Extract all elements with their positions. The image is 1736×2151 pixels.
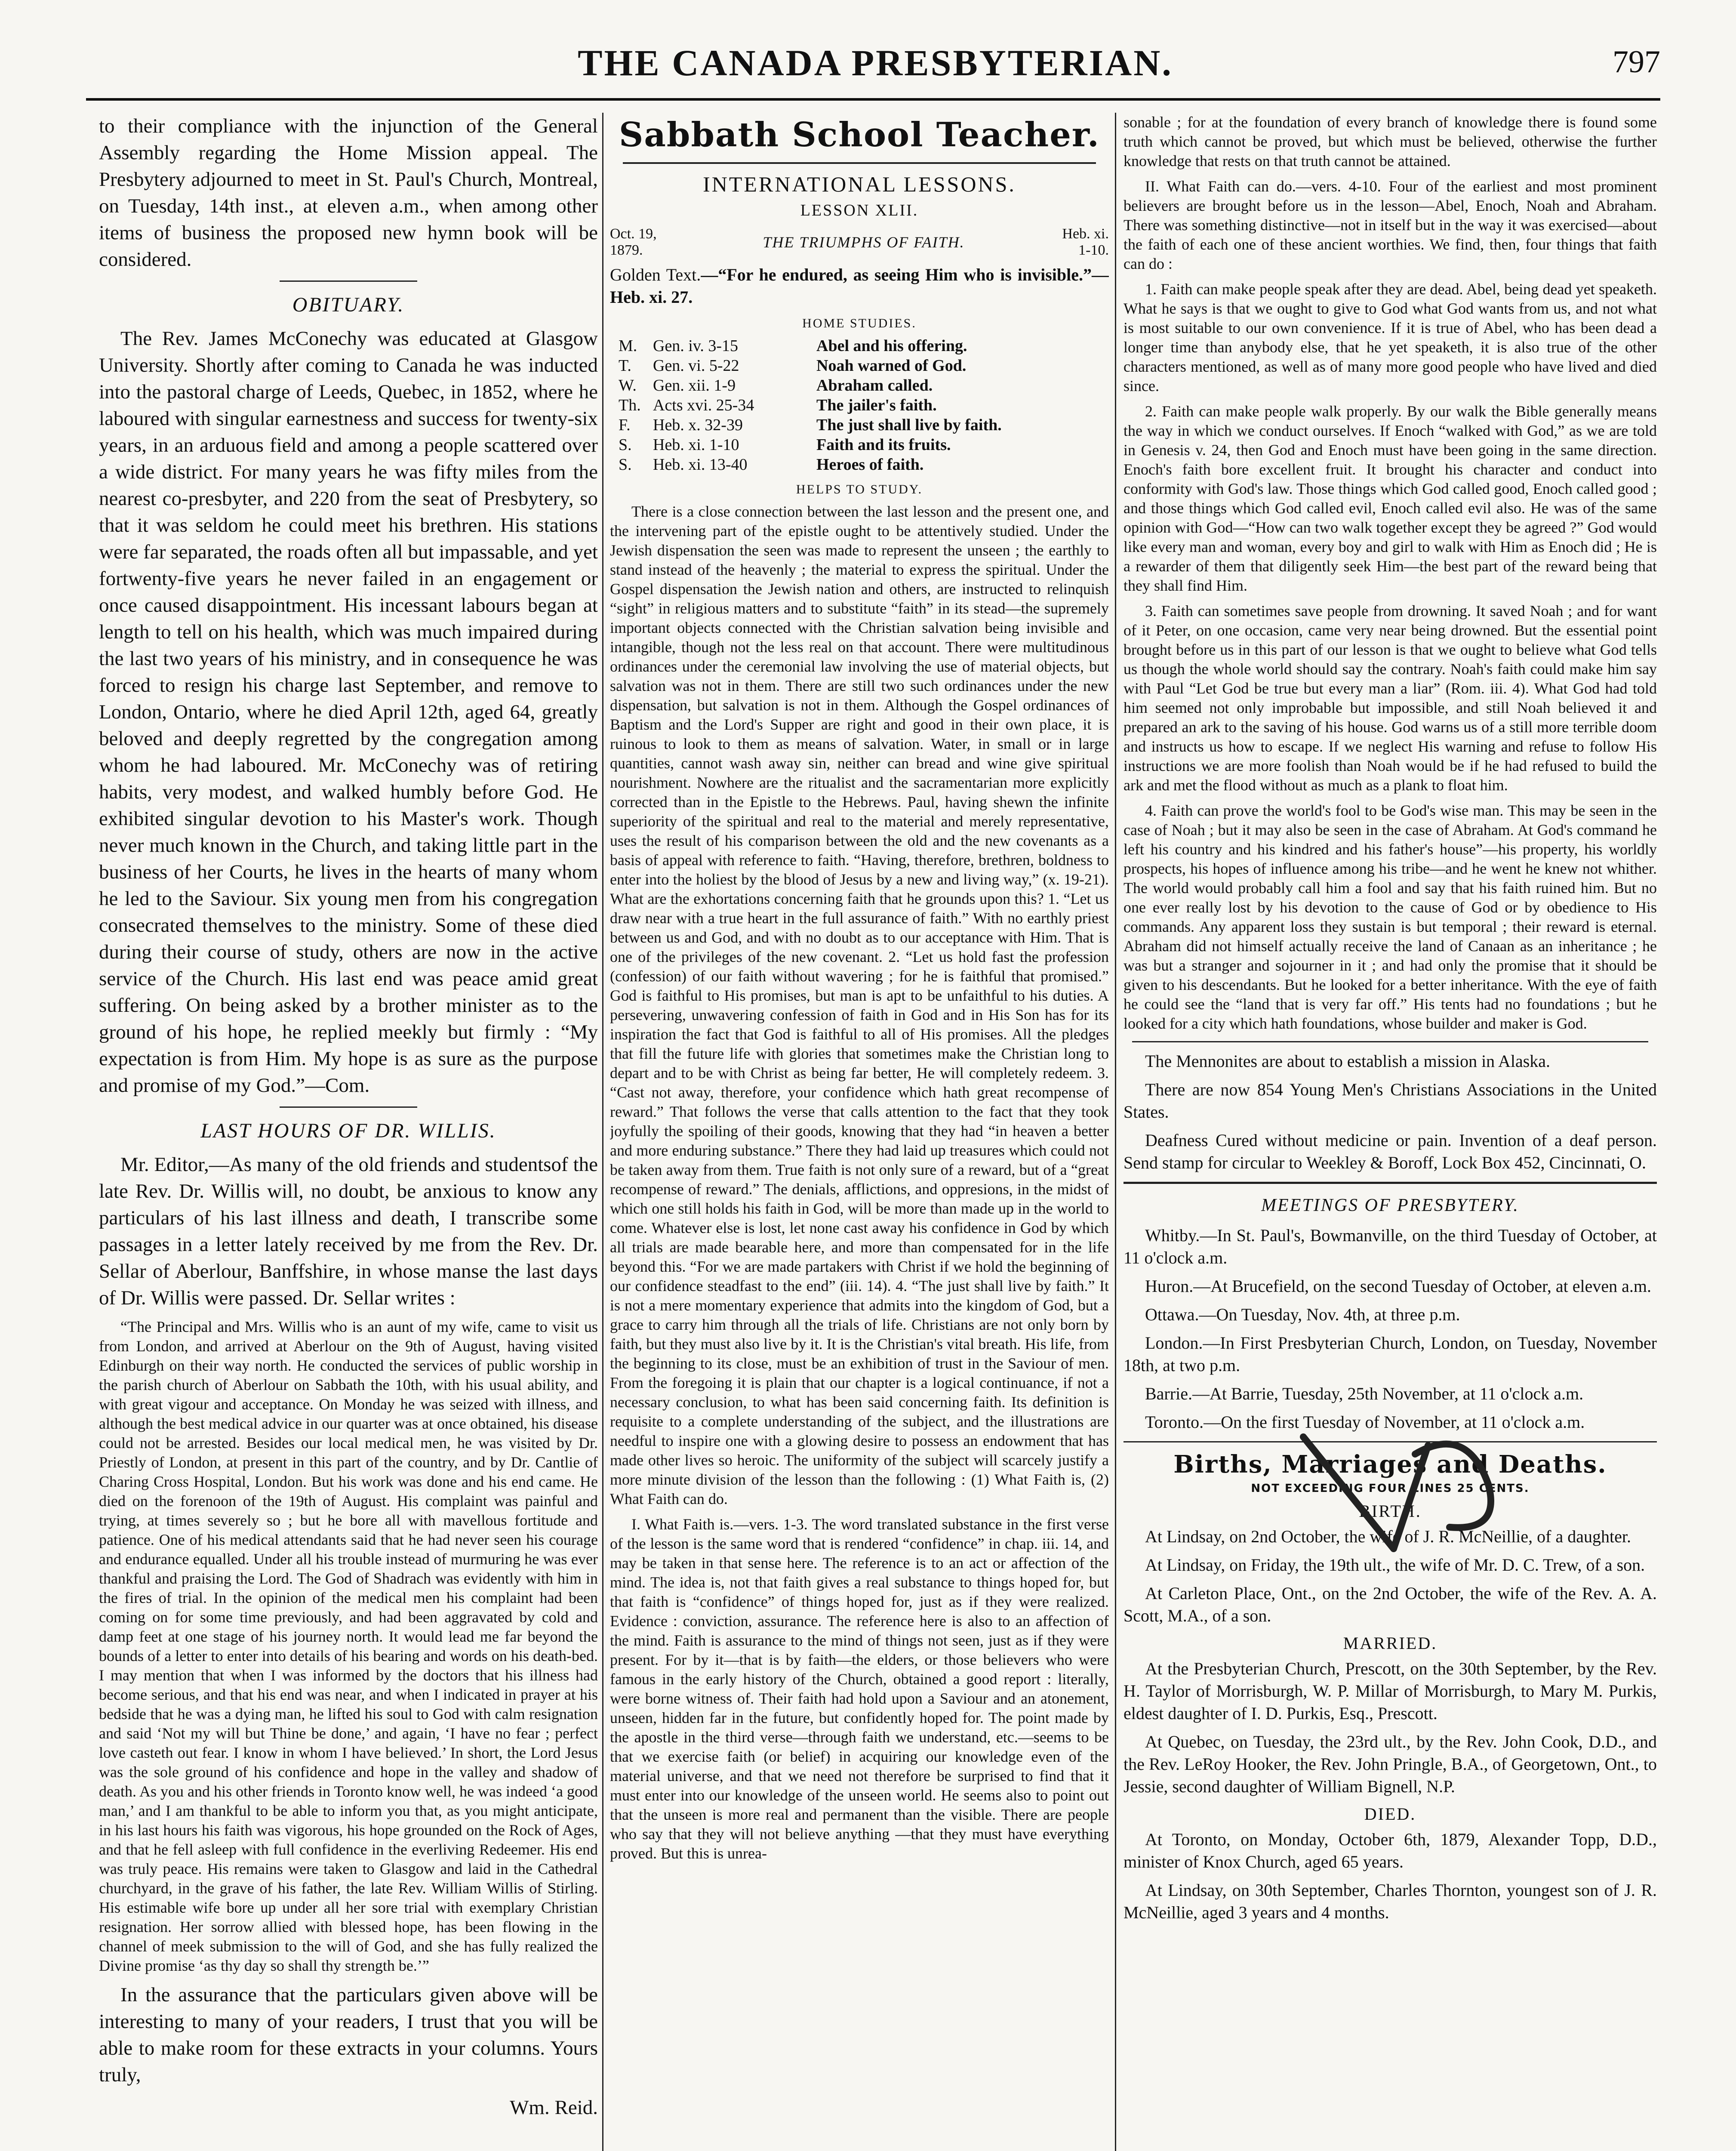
- list-item: Barrie.—At Barrie, Tuesday, 25th November, at 11 o'clock a.m.: [1145, 1384, 1584, 1403]
- list-item: At the Presbyterian Church, Prescott, on the 30th September, by the Rev. H. Taylor of Morrisburgh, W. P. Millar of Morrisburgh, to Mary M. Purkis, eldest daughter of I. D. Purkis, Esq., Prescott.: [1123, 1659, 1657, 1723]
- list-item: At Lindsay, on 2nd October, the wife of J. R. McNeillie, of a daughter.: [1145, 1527, 1631, 1546]
- willis-letter: “The Principal and Mrs. Willis who is an aunt of my wife, came to visit us from London, and arrived at Aberlour on the 9th of August, having visited Edinburgh on their way north. He conducted the services of public worship in the parish church of Aberlour on Sabbath the 10th, with his usual ability, and with great vigour and acceptance. On Monday he was seized with illness, and although the best medical advice in our quarter was at once obtained, his disease could not be arrested. Besides our local medical men, he was visited by Dr. Priestly of London, at present in this part of the country, and by Dr. Cantlie of Charing Cross Hospital, London. But his work was done and his end came. He died on the forenoon of the 19th of August. His complaint was painful and trying, at times severely so ; but he bore all with mavellous fortitude and patience. One of his medical attendants said that he had never seen his courage and endurance equalled. Under all his trouble instead of murmuring he was ever thankful and praising the Lord. The God of Shadrach was evidently with him in the fires of trial. In the opinion of the medical men his complaint had been coming on for some time previously, and had been aggravated by cold and damp feet at one stage of his journey north. It would lead me far beyond the bounds of a letter to enter into details of his bearing and words on his death-bed. I may mention that when I was informed by the doctors that his illness had become serious, and that his end was near, and when I indicated in prayer at his bedside that he was a dying man, he lifted his soul to God with calm resignation and said ‘Not my will but Thine be done,’ and again, ‘I have no fear ; perfect love casteth out fear. I know in whom I have believed.’ In short, the Lord Jesus was the sole ground of his confidence and hope in the valley and shadow of death. As you and his other friends in Toronto know well, he was indeed ‘a good man,’ and I am thankful to be able to inform you that, as you might anticipate, in his last hours his faith was vigorous, his hope grounded on the Rock of Ages, and that he fell asleep with full confidence in the everliving Redeemer. His end was truly peace. His remains were taken to Glasgow and laid in the Cathedral churchyard, in the grave of his father, the late Rev. William Willis of Stirling. His estimable wife bore up under all her sore trial with exemplary Christian resignation. Her sorrow allied with blessed hope, has been flowing in the channel of meek submission to the will of God, and she has fully realized the Divine promise ‘as thy day so shall thy strength be.’”: [99, 1318, 598, 1974]
- what-faith-is: I. What Faith is.—vers. 1-3. The word translated substance in the first verse of the lesson is the same word that is rendered “confidence” in chap. iii. 14, and may be taken in that sense here. The reference is to an act or affection of the mind. The idea is, not that faith gives a real substance to things hoped for, but that faith is “confidence” of things hoped for, just as if they were realized. Evidence : conviction, assurance. The reference here is also to an affection of the mind. Faith is assurance to the mind of things not seen, just as if they were present. For by it—that is by faith—the elders, or those believers who were famous in the early history of the Church, obtained a good report : literally, were borne witness of. Their faith had hold upon a Saviour and an atonement, unseen, hidden far in the future, but confidently hoped for. The point made by the apostle in the third verse—through faith we understand, etc.—seems to be that we exercise faith (or belief) in acquiring our knowledge even of the material universe, and that we need not therefore be surprised to find that it must enter into our knowledge of the unseen world. He seems also to point out that the unseen is more real and permanent than the visible. There are people who say that they will not believe anything —that they must have everything proved. But this is unrea-: [610, 1516, 1109, 1862]
- advertisement: Deafness Cured without medicine or pain. Invention of a deaf person. Send stamp for circular to Weekley & Boroff, Lock Box 452, Cincinnati, O.: [1123, 1131, 1657, 1172]
- willis-heading: LAST HOURS OF DR. WILLIS.: [200, 1119, 496, 1142]
- list-item: T. Gen. vi. 5-22 Noah warned of God.: [619, 357, 966, 375]
- section-rule: [1123, 1182, 1657, 1184]
- lesson-line: [610, 226, 1109, 259]
- point-4: 4. Faith can prove the world's fool to be God's wise man. This may be seen in the case of Noah ; but it may also be seen in the case of Abraham. At God's command he left his country and his kindred and his father's house”—his property, his worldly prospects, his hopes of influence among his tribe—and he went he knew not whither. The world would probably call him a fool and say that his faith ruined him. But no one ever really lost by his devotion to the cause of God or by obedience to His commands. Any apparent loss they sustain is but temporal ; their reward is eternal. Abraham did not himself actually receive the land of Canaan as an inheritance ; he was but a stranger and sojourner in it ; and had only the promise that it should be given to his descendants. But he looked for a better inheritance. With the eye of faith he could see the “land that is very far off.” His tents had no foundations ; but he looked for a city which hath foundations, whose builder and maker is God.: [1123, 802, 1657, 1032]
- list-item: Ottawa.—On Tuesday, Nov. 4th, at three p.m.: [1145, 1305, 1460, 1324]
- signature: Wm. Reid.: [510, 2096, 598, 2119]
- header-rule: [86, 98, 1660, 101]
- lesson-continuation: sonable ; for at the foundation of every branch of knowledge there is found some truth which cannot be proved, but which must be believed, otherwise the further knowledge that rests on that truth cannot be attained.: [1123, 114, 1657, 169]
- married-heading: MARRIED.: [1343, 1633, 1437, 1653]
- lesson-title: THE TRIUMPHS OF FAITH.: [763, 234, 965, 251]
- point-1: 1. Faith can make people speak after they are dead. Abel, being dead yet speaketh. What he says is that we ought to give to God what God wants from us, and not what is most suitable to our own convenience. If it is true of Abel, who has been dead a longer time than anybody else, that he yet speaketh, it is also true of the other characters mentioned, as well as of many more good people who have lived and died since.: [1123, 280, 1657, 394]
- lesson-reference: Heb. xi. 1-10.: [1062, 226, 1109, 258]
- column-divider: [1115, 113, 1116, 2151]
- list-item: At Lindsay, on Friday, the 19th ult., the wife of Mr. D. C. Trew, of a son.: [1145, 1555, 1645, 1575]
- golden-verse: —“For he endured, as seeing Him who is invisible.”—Heb. xi. 27.: [610, 265, 1109, 307]
- meetings-list: [1123, 1224, 1657, 1433]
- helps-heading: HELPS TO STUDY.: [796, 482, 923, 496]
- point-3: 3. Faith can sometimes save people from drowning. It saved Noah ; and for want of it Peter, on one occasion, came very near being drowned. But the essential point brought before us in this part of our lesson is that we ought to believe what God tells us though the whole world should say the contrary. Noah's faith could make him say with Paul “Let God be true but every man a liar” (Rom. iii. 4). What God had told him seemed not only improbable but impossible, and still Noah believed it and prepared an ark to the saving of his house. God warns us of a still more terrible doom and instructs us how to escape. If we neglect His warning and refuse to follow His instructions we are more foolish than Noah would be if he had refused to build the ark and met the flood without as much as a plank to float him.: [1123, 602, 1657, 794]
- list-item: Whitby.—In St. Paul's, Bowmanville, on the third Tuesday of October, at 11 o'clock a.m.: [1123, 1226, 1657, 1267]
- section-rule: [1132, 1041, 1648, 1042]
- column-3: [1123, 113, 1657, 2151]
- bmd-notice: NOT EXCEEDING FOUR LINES 25 CENTS.: [1251, 1482, 1530, 1495]
- list-item: At Carleton Place, Ont., on the 2nd October, the wife of the Rev. A. A. Scott, M.A., of a son.: [1123, 1584, 1657, 1625]
- news-item: There are now 854 Young Men's Christians Associations in the United States.: [1123, 1080, 1657, 1122]
- helps-text: There is a close connection between the last lesson and the present one, and the intervening part of the epistle ought to be attentively studied. Under the Jewish dispensation the seen was made to represent the unseen ; the earthly to stand instead of the heavenly ; the material to express the spiritual. Under the Gospel dispensation the Jewish nation and others, are instructed to relinquish “sight” in religious matters and to substitute “faith” in its stead—the supremely important objects connected with the Christian salvation being invisible and intangible, though not the less real on that account. There were multitudinous ordinances under the ceremonial law involving the use of material objects, but salvation was not in them. There are still two such ordinances under the new dispensation, but salvation is not in them. Although the Gospel ordinances of Baptism and the Lord's Supper are right and good in their own place, it is ruinous to look to them as means of salvation. Water, in small or in large quantities, cannot wash away sin, neither can bread and wine give spiritual nourishment. Nowhere are the ritualist and the sacramentarian more explicitly corrected than in the Epistle to the Hebrews. Paul, having shewn the infinite superiority of the spiritual and real to the material and merely representative, uses the result of his comparison between the old and the new covenants as a basis of appeal with reference to faith. “Having, therefore, brethren, boldness to enter into the holiest by the blood of Jesus by a new and living way,” (x. 19-21). What are the exhortations concerning faith that he grounds upon this? 1. “Let us draw near with a true heart in the full assurance of faith.” With no earthly priest between us and God, and with no doubt as to our acceptance with Him. That is one of the privileges of the new covenant. 2. “Let us hold fast the profession (confession) of our faith without wavering ; for he is faithful that promised.” God is faithful to His promises, but man is apt to be unfaithful to his duties. A persevering, unwavering confession of faith in God and in His Son has for its inspiration the fact that God is faithful to all of His promises. All the pledges that fill the future life with glories that sometimes make the Christian long to depart and to be with Christ as being far better, He will completely redeem. 3. “Cast not away, therefore, your confidence which hath great recompense of reward.” That follows the verse that calls attention to the fact that they took joyfully the spoiling of their goods, knowing that they had “in heaven a better and more enduring substance.” There they had laid up treasures which could not be taken away from them. True faith is not only sure of a reward, but of a “great recompense of reward.” The denials, afflictions, and oppresions, in the midst of which one still holds his faith in God, will be more than made up in the world to come. Whatever else is lost, let none cast away his confidence in God by which all trials are made bearable here, and more than compensated for in the life beyond this. “For we are made partakers with Christ if we hold the beginning of our confidence steadfast to the end” (iii. 14). 4. “The just shall live by faith.” It is not a mere momentary experience that admits into the kingdom of God, but a grace to carry him through all the trials of life. Christians are not only born by faith, but they must also live by it. It is the Christian's vital breath. His life, from the beginning to its close, must be an exhibition of trust in the Saviour of men. From the foregoing it is plain that our chapter is a logical continuance, if not a necessary conclusion, to what has been said concerning faith. Its definition is requisite to a complete understanding of the subject, and the illustrations are needful to inspire one with a glowing desire to possess an endowment that has made other lives so heroic. The uniformity of the subject will scarcely justify a more minute division of the lesson than the following : (1) What Faith is, (2) What Faith can do.: [610, 503, 1109, 1507]
- list-item: At Toronto, on Monday, October 6th, 1879, Alexander Topp, D.D., minister of Knox Church, aged 65 years.: [1123, 1830, 1657, 1871]
- list-item: London.—In First Presbyterian Church, London, on Tuesday, November 18th, at two p.m.: [1123, 1333, 1657, 1375]
- list-item: F. Heb. x. 32-39 The just shall live by faith.: [619, 416, 1002, 434]
- list-item: Huron.—At Brucefield, on the second Tuesday of October, at eleven a.m.: [1145, 1276, 1651, 1296]
- page-number: 797: [1613, 44, 1660, 80]
- obituary-text: The Rev. James McConechy was educated at Glasgow University. Shortly after coming to Canada he was inducted into the pastoral charge of Leeds, Quebec, in 1852, where he laboured with singular earnestness and success for twenty-six years, in an arduous field and among a people scattered over a wide district. For many years he was fifty miles from the nearest co-presbyter, and 220 from the seat of Presbytery, so that it was seldom he could meet his brethren. His stations were far separated, the roads often all but impassable, and yet fortwenty-five years he never failed in an engagement or once caused disappointment. His incessant labours began at length to tell on his health, which was much impaired during the last two years of his ministry, and in consequence he was forced to resign his charge last September, and remove to London, Ontario, where he died April 12th, aged 64, greatly beloved and deeply regretted by the congregation among whom he had laboured. Mr. McConechy was of retiring habits, very modest, and walked humbly before God. He exhibited singular devotion to his Master's work. Though never much known in the Church, and taking little part in the business of her Courts, he lives in the hearts of many whom he led to the Saviour. Six young men from his congregation consecrated themselves to the ministry. Some of these died during their course of study, others are now in the active service of the Church. His last end was peace amid great suffering. On being asked by a brother minister as to the ground of his hope, he replied meekly but firmly : “My expectation is from Him. My hope is as sure as the purpose and promise of my God.”—Com.: [99, 327, 598, 1097]
- obituary-heading: OBITUARY.: [292, 293, 405, 316]
- section-masthead: Sabbath School Teacher.: [619, 115, 1100, 154]
- list-item: S. Heb. xi. 13-40 Heroes of faith.: [619, 456, 924, 474]
- willis-close: In the assurance that the particulars given above will be interesting to many of your readers, I trust that you will be able to make room for these extracts in your columns. Yours truly,: [99, 1984, 598, 2086]
- list-item: Toronto.—On the first Tuesday of November, at 11 o'clock a.m.: [1145, 1412, 1585, 1432]
- column-1: [99, 113, 598, 2151]
- birth-heading: BIRTH.: [1359, 1501, 1422, 1521]
- section-rule: [623, 162, 1096, 164]
- lesson-date: Oct. 19, 1879.: [610, 226, 657, 258]
- list-item: W. Gen. xii. 1-9 Abraham called.: [619, 376, 933, 394]
- section-rule: [280, 280, 417, 282]
- series-title: INTERNATIONAL LESSONS.: [703, 172, 1016, 196]
- section-rule: [1123, 1441, 1657, 1442]
- died-heading: DIED.: [1364, 1804, 1416, 1824]
- column-divider: [602, 113, 603, 2151]
- list-item: Th. Acts xvi. 25-34 The jailer's faith.: [619, 396, 937, 414]
- bmd-heading: Births, Marriages and Deaths.: [1173, 1450, 1607, 1479]
- what-faith-can-do: II. What Faith can do.—vers. 4-10. Four of the earliest and most prominent believers are brought before us in the lesson—Abel, Enoch, Noah and Abraham. There was something distinctive—not in itself but in the way it was exercised—about the faith of each one of these ancient worthies. We find, then, four things that faith can do :: [1123, 178, 1657, 272]
- golden-text: [610, 264, 1109, 308]
- home-studies-heading: HOME STUDIES.: [802, 316, 917, 330]
- list-item: At Lindsay, on 30th September, Charles Thornton, youngest son of J. R. McNeillie, aged 3 years and 4 months.: [1123, 1880, 1657, 1922]
- presbytery-report-end: to their compliance with the injunction of the General Assembly regarding the Home Mission appeal. The Presbytery adjourned to meet in St. Paul's Church, Montreal, on Tuesday, 14th inst., at eleven a.m., when among other items of business the proposed new hymn book will be considered.: [99, 115, 598, 271]
- lesson-number: LESSON XLII.: [800, 201, 919, 219]
- page-header: [90, 41, 1660, 102]
- list-item: At Quebec, on Tuesday, the 23rd ult., by the Rev. John Cook, D.D., and the Rev. LeRoy Hooker, the Rev. John Pringle, B.A., of Georgetown, Ont., to Jessie, second daughter of William Bignell, N.P.: [1123, 1732, 1657, 1796]
- point-2: 2. Faith can make people walk properly. By our walk the Bible generally means the way in which we conduct ourselves. If Enoch “walked with God,” as we are told in Genesis v. 24, then God and Enoch must have been going in the same direction. Enoch's faith bore excellent fruit. It brought his character and conduct into conformity with God's law. Those things which God called good, Enoch called good ; and those things which God called evil, Enoch called evil also. He was of the same opinion with God—“How can two walk together except they be agreed ?” God would like every man and woman, every boy and girl to walk with Him as Enoch did ; He is a rewarder of them that diligently seek Him—the best part of the reward being that they shall find Him.: [1123, 403, 1657, 594]
- list-item: M. Gen. iv. 3-15 Abel and his offering.: [619, 337, 967, 355]
- home-studies-list: [619, 336, 1109, 475]
- section-rule: [280, 1106, 417, 1108]
- list-item: S. Heb. xi. 1-10 Faith and its fruits.: [619, 436, 951, 454]
- meetings-heading: MEETINGS OF PRESBYTERY.: [1261, 1196, 1519, 1215]
- signature-line: [99, 2094, 598, 2121]
- newspaper-title: THE CANADA PRESBYTERIAN.: [578, 42, 1173, 83]
- column-2: [610, 113, 1109, 2151]
- golden-label: Golden Text.: [610, 265, 701, 284]
- news-item: The Mennonites are about to establish a mission in Alaska.: [1145, 1051, 1551, 1071]
- willis-intro: Mr. Editor,—As many of the old friends and studentsof the late Rev. Dr. Willis will, no doubt, be anxious to know any particulars of his last illness and death, I transcribe some passages in a letter lately received by me from the Rev. Dr. Sellar of Aberlour, Banffshire, in whose manse the last days of Dr. Willis were passed. Dr. Sellar writes :: [99, 1153, 598, 1309]
